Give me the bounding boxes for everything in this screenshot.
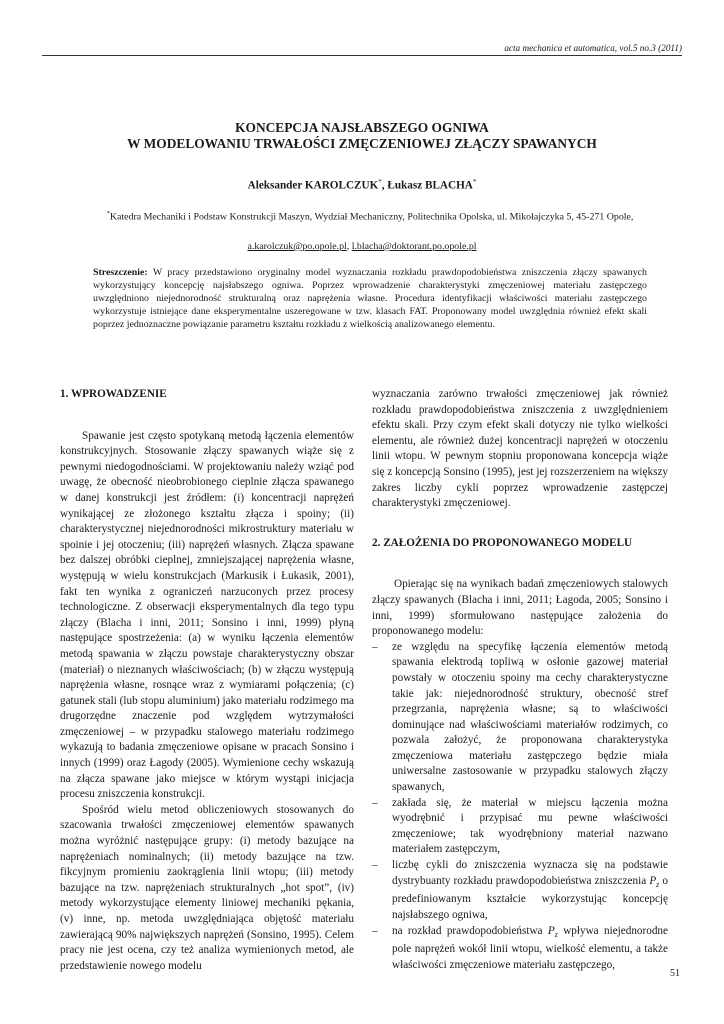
title-line-2: W MODELOWANIU TRWAŁOŚCI ZMĘCZENIOWEJ ZŁĄCZY SPAWANYCH [127,136,597,151]
list-item [372,924,668,974]
symbol-p: P [649,874,657,887]
title-line-1: KONCEPCJA NAJSŁABSZEGO OGNIWA [235,120,489,135]
list-item-text: na rozkład prawdopodobieństwa [392,924,548,937]
section-1-paragraph-2: Spośród wielu metod obliczeniowych stosowanych do szacowania trwałości zmęczeniowej elementów spawanych można wyróżnić następujące grupy: (i) metody bazujące na naprężeniach nominalnych; (ii) metody bazujące na tzw. fikcyjnym promieniu zaokrąglenia linii wtopu; (iii) metody bazujące na tzw. naprężeniach strukturalnych „hot spot”, (iv) metody wykorzystujące elementy liniowej mechaniki pękania, (v) inne, np. metoda uwzględniająca objętość materiału zawierającą 90% największych naprężeń (Sonsino, 1995). Celem pracy nie jest ocena, czy też analiza wymienionych metod, ale przedstawienie nowego modelu [60,803,354,972]
right-column [372,387,668,974]
author-1: Aleksander KAROLCZUK [247,179,379,192]
symbol-subscript: z [656,879,660,889]
page-number: 51 [670,968,680,979]
email-separator: , [346,241,352,252]
journal-header: acta mechanica et automatica, vol.5 no.3 (2011) [42,43,682,56]
list-item [372,858,668,924]
section-2-heading: 2. ZAŁOŻENIA DO PROPONOWANEGO MODELU [372,536,633,549]
symbol-p: P [547,924,555,937]
left-column [60,387,354,974]
section-1-heading: 1. WPROWADZENIE [60,388,167,400]
list-item-text: o predefiniowanym kształcie wykorzystując koncepcję najsłabszego ogniwa, [392,874,668,922]
affiliation [60,210,680,222]
abstract-text: W pracy przedstawiono oryginalny model wyznaczania rozkładu prawdopodobieństwa zniszczenia złączy spawanych wykorzystujący koncepcję najsłabszego ogniwa. Poprzez wprowadzenie charakterystyki zmęczeniowej materiału zastępczego uwzględniono niejednorodność strukturalną oraz naprężenia własne. Procedura identyfikacji właściwości materiału zastępczego wykorzystuje istniejące dane eksperymentalne uszeregowane w tzw. klasach FAT. Proponowany model uwzględnia również efekt skali poprzez jednoznaczne powiązanie parametru kształtu rozkładu z wielkością analizowanego elementu. [93,267,647,330]
abstract-label: Streszczenie: [93,267,148,278]
paper-title [0,120,724,152]
affiliation-mark: * [106,210,110,217]
email-link-2[interactable]: l.blacha@doktorant.po.opole.pl [351,241,477,252]
list-item-text: wpływa niejednorodne pole naprężeń wokół linii wtopu, wielkość elementu, a także właściwości zmęczeniowe materiału zastępczego, [392,924,668,972]
continued-paragraph: wyznaczania zarówno trwałości zmęczeniowej jak również rozkładu prawdopodobieństwa zniszczenia z uwzględnieniem efektu skali. Przy czym efekt skali dotyczy nie tylko wielkości elementu, ale również dużej koncentracji naprężeń w otoczeniu linii wtopu. W pewnym stopniu proponowana koncepcja wiąże się z koncepcją Sonsino (1995), jest jej rozszerzeniem na większy zakres liczby cykli poprzez wprowadzenie zastępczej charakterystyki zmęczeniowej. [372,388,668,510]
list-item-text: liczbę cykli do zniszczenia wyznacza się na podstawie dystrybuanty rozkładu prawdopodobieństwa zniszczenia [392,859,668,887]
list-item: – ze względu na specyfikę łączenia elementów metodą spawania elektrodą topliwą w osłonie gazowej materiał powstały w otoczeniu spoiny ma cechy charakterystyczne takie jak: niejednorodność struktury, obecność stref przegrzania, naprężenia własne; są to właściwości dominujące nad właściwościami materiałów rodzimych, co pozwala założyć, że proponowana charakterystyka zmęczeniowa materiału zastępczego będzie miała uniwersalne zastosowanie w przypadku stalowych złączy spawanych, [372,640,668,796]
author-2: Łukasz BLACHA [387,179,473,192]
symbol-subscript: z [554,929,558,939]
authors [0,178,724,192]
section-2-intro: Opierając się na wynikach badań zmęczeniowych stalowych złączy spawanych (Blacha i inni, 2011; Łagoda, 2005; Sonsino i inni, 1999) sformułowano następujące założenia do proponowanego modelu: [372,578,668,638]
abstract [93,266,647,331]
author-1-mark: * [378,178,382,186]
emails [0,241,724,252]
list-item: – zakłada się, że materiał w miejscu łączenia można wyodrębnić i przypisać mu pewne właściwości zmęczeniowe; tak wyodrębniony materiał nazwano materiałem zastępczym, [372,796,668,858]
author-2-mark: * [472,178,477,186]
affiliation-text: Katedra Mechaniki i Podstaw Konstrukcji Maszyn, Wydział Mechaniczny, Politechnika Opolska, ul. Mikołajczyka 5, 45-271 Opole, [109,211,634,223]
assumptions-list [372,640,668,974]
section-1-paragraph-1: Spawanie jest często spotykaną metodą łączenia elementów konstrukcyjnych. Stosowanie złączy spawanych wiąże się z pewnymi niedogodnościami. W projektowaniu należy wziąć pod uwagę, że obecność nieobrobionego cieplnie złącza spawanego w danej konstrukcji jest źródłem: (i) koncentracji naprężeń wynikającej ze złożonego kształtu złącza i spoiny; (ii) charakterystycznej niejednorodności mikrostruktury materiału w spoinie i jej otoczeniu; (iii) naprężeń własnych. Złącza spawane bez dalszej obróbki cieplnej, zmniejszającej naprężenia własne, występują w wielu konstrukcjach (Markusik i Łukasik, 2001), fakt ten wynika z ograniczeń narzuconych przez procesy technologiczne. Z obserwacji eksperymentalnych dla tego typu złączy (Blacha i inni, 2011; Sonsino i inni, 1999) płyną następujące spostrzeżenia: (a) w wyniku łączenia elementów metodą spawania w złączu powstaje charakterystyczny obszar (materiał) o nieznanych właściwościach; (b) w złączu występują naprężenia własne, rosnące wraz z wymiarami połączenia; (c) gatunek stali (lub stopu aluminium) jako materiału rodzimego ma drugorzędne znaczenie pod względem wytrzymałości zmęczeniowej – w przypadku stalowego materiału rodzimego wykazują to badania zmęczeniowe opisane w pracach Sonsino i innych (1999) oraz Łagody (2005). Wymienione cechy wskazują na złącza spawane jako miejsce w którym wystąpi inicjacja procesu zniszczenia konstrukcji. [60,429,354,801]
authors-separator: , [381,179,388,192]
email-link-1[interactable]: a.karolczuk@po.opole.pl [247,241,347,252]
